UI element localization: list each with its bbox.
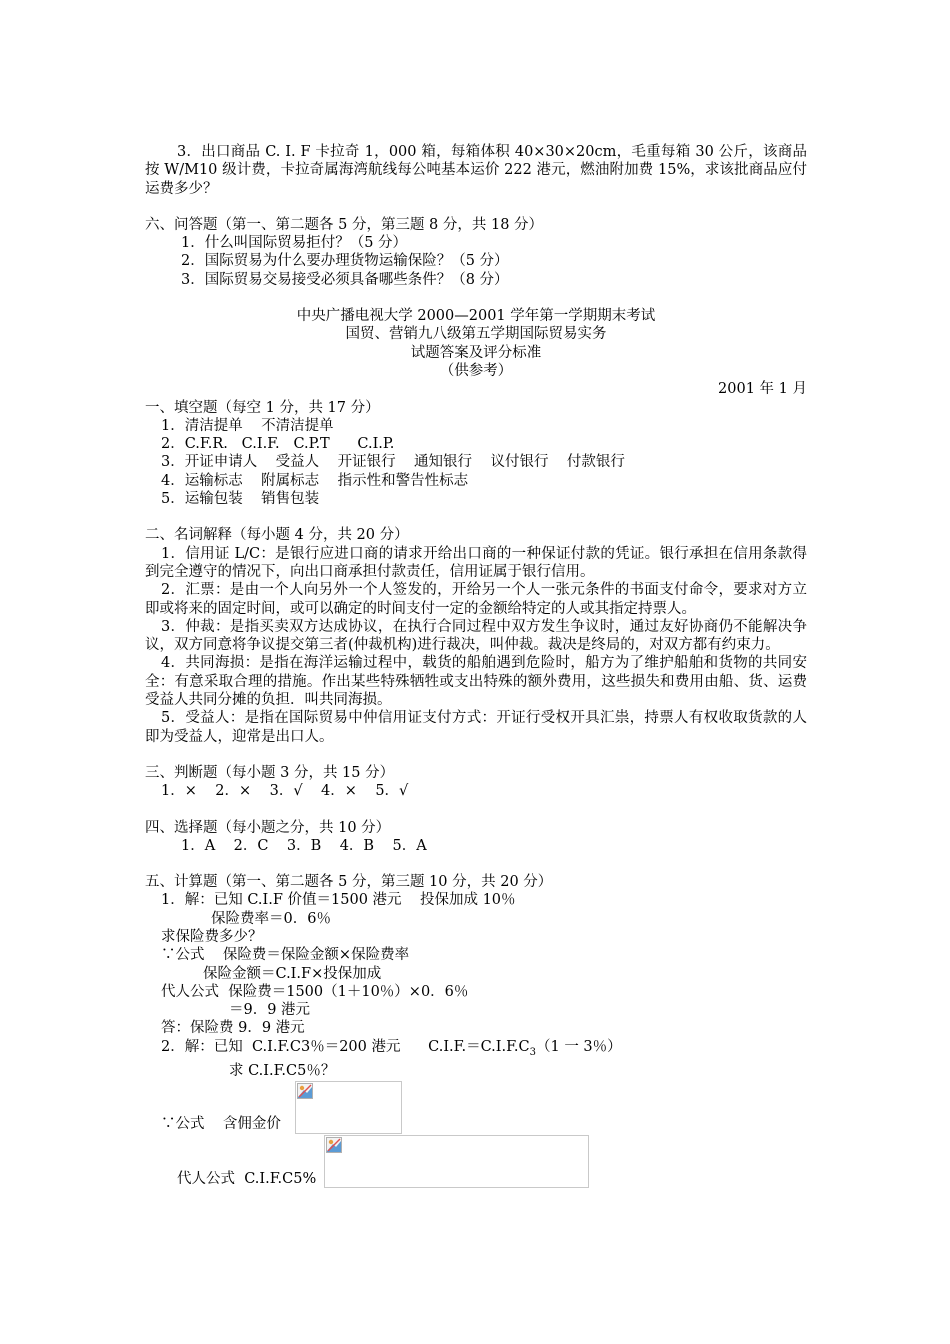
calc-question-3: 3．出口商品 C. I. F 卡拉奇 1，000 箱，每箱体积 40×30×20cm，毛重每箱 30 公斤，该商品按 W/M10 级计费，卡拉奇属海湾航线每公吨基本运价 222 港元，燃油附加费 15%，求该批商品应付运费多少？ [145, 144, 807, 197]
calc2-subscript: 3 [529, 1046, 536, 1058]
answer-date: 2001 年 1 月 [718, 381, 807, 398]
sec1-item-5: 5．运输包装 销售包装 [161, 491, 320, 508]
sec6-item-3: 3．国际贸易交易接受必须具备哪些条件？（8 分） [181, 271, 509, 288]
section-2-title: 二、名词解释（每小题 4 分，共 20 分） [145, 527, 409, 544]
sec1-item-1: 1．清洁提单 不清洁提单 [161, 417, 334, 434]
calc2-line-1-text: 2．解：已知 C.I.F.C3％＝200 港元 C.I.F.＝C.I.F.C [161, 1038, 530, 1055]
answer-header-line-3: 试题答案及评分标准 [410, 344, 542, 361]
sec3-answers: 1．× 2．× 3．√ 4．× 5．√ [161, 783, 409, 800]
formula-row-1 [145, 1080, 807, 1134]
broken-image-icon [297, 1083, 313, 1099]
answer-header-line-1: 中央广播电视大学 2000—2001 学年第一学期期末考试 [296, 308, 656, 325]
sec2-item-4: 4．共同海损：是指在海洋运输过程中，载货的船舶遇到危险时，船方为了维护船舶和货物的共同安全：有意采取合理的措施。作出某些特殊牺牲或支出特殊的额外费用，这些损失和费用由船、货、运费受益人共同分摊的负担．叫共同海损。 [145, 655, 807, 709]
answer-header-line-2: 国贸、营销九八级第五学期国际贸易实务 [345, 326, 607, 343]
calc1-line-3: 求保险费多少？ [161, 928, 263, 945]
section-5-title: 五、计算题（第一、第二题各 5 分，第三题 10 分，共 20 分） [145, 874, 553, 891]
formula-row-2 [145, 1134, 807, 1188]
sec4-answers: 1．A 2．C 3．B 4．B 5．A [181, 837, 427, 854]
formula-image-1 [295, 1081, 402, 1134]
calc1-line-8: 答：保险费 9．9 港元 [161, 1020, 305, 1037]
calc1-line-7: ＝9．9 港元 [229, 1002, 311, 1019]
calc1-line-1: 1．解：已知 C.I.F 价值＝1500 港元 投保加成 10％ [161, 892, 516, 909]
section-1-title: 一、填空题（每空 1 分，共 17 分） [145, 399, 380, 416]
formula-image-2 [324, 1135, 589, 1188]
sec6-item-2: 2．国际贸易为什么要办理货物运输保险？（5 分） [181, 253, 509, 270]
sec1-item-4: 4．运输标志 附属标志 指示性和警告性标志 [161, 472, 469, 489]
section-4-title: 四、选择题（每小题之分，共 10 分） [145, 819, 391, 836]
sec2-item-2: 2．汇票：是由一个人向另外一个人签发的，开给另一个人一张元条件的书面支付命令，要求对方立即或将来的固定时间，或可以确定的时间支付一定的金额给特定的人或其指定持票人。 [145, 582, 807, 617]
calc2-line-4: 代人公式 C.I.F.C5% [177, 1171, 317, 1188]
sec6-item-1: 1．什么叫国际贸易拒付？（5 分） [181, 235, 408, 252]
calc1-line-4: ∵公式 保险费＝保险金额×保险费率 [161, 947, 410, 964]
sec2-item-3: 3．仲裁：是指买卖双方达成协议，在执行合同过程中双方发生争议时，通过友好协商仍不能解决争议，双方同意将争议提交第三者(仲裁机构)进行裁决，叫仲裁。裁决是终局的，对双方都有约束力。 [145, 618, 807, 654]
calc2-line-2: 求 C.I.F.C5％？ [229, 1062, 336, 1079]
sec1-item-3: 3．开证申请人 受益人 开证银行 通知银行 议付银行 付款银行 [161, 454, 625, 471]
sec2-item-1: 1．信用证 L/C：是银行应进口商的请求开给出口商的一种保证付款的凭证。银行承担在信用条款得到完全遵守的情况下，向出口商承担付款责任，信用证属于银行信用。 [145, 545, 807, 580]
answer-header-line-4: （供参考） [439, 362, 513, 379]
calc2-line-3: ∵公式 含佣金价 [161, 1116, 281, 1133]
calc1-line-5: 保险金额＝C.I.F×投保加成 [203, 965, 382, 982]
calc2-line-1 [145, 1038, 807, 1062]
section-3-title: 三、判断题（每小题 3 分，共 15 分） [145, 764, 395, 781]
calc1-line-6: 代人公式 保险费＝1500（1＋10％）×0．6％ [161, 983, 469, 1000]
calc2-line-1-tail: （1 一 3％） [535, 1038, 622, 1055]
section-6-title: 六、问答题（第一、第二题各 5 分，第三题 8 分，共 18 分） [145, 216, 544, 233]
sec1-item-2: 2．C.F.R. C.I.F. C.P.T C.I.P. [161, 436, 395, 453]
broken-image-icon [326, 1137, 342, 1153]
document-body [145, 143, 807, 1188]
sec2-item-5: 5．受益人：是指在国际贸易中仲信用证支付方式：开证行受权开具汇祟，持票人有权收取货款的人即为受益人，迎常是出口人。 [145, 710, 807, 745]
calc1-line-2: 保险费率＝0．6％ [211, 910, 331, 927]
